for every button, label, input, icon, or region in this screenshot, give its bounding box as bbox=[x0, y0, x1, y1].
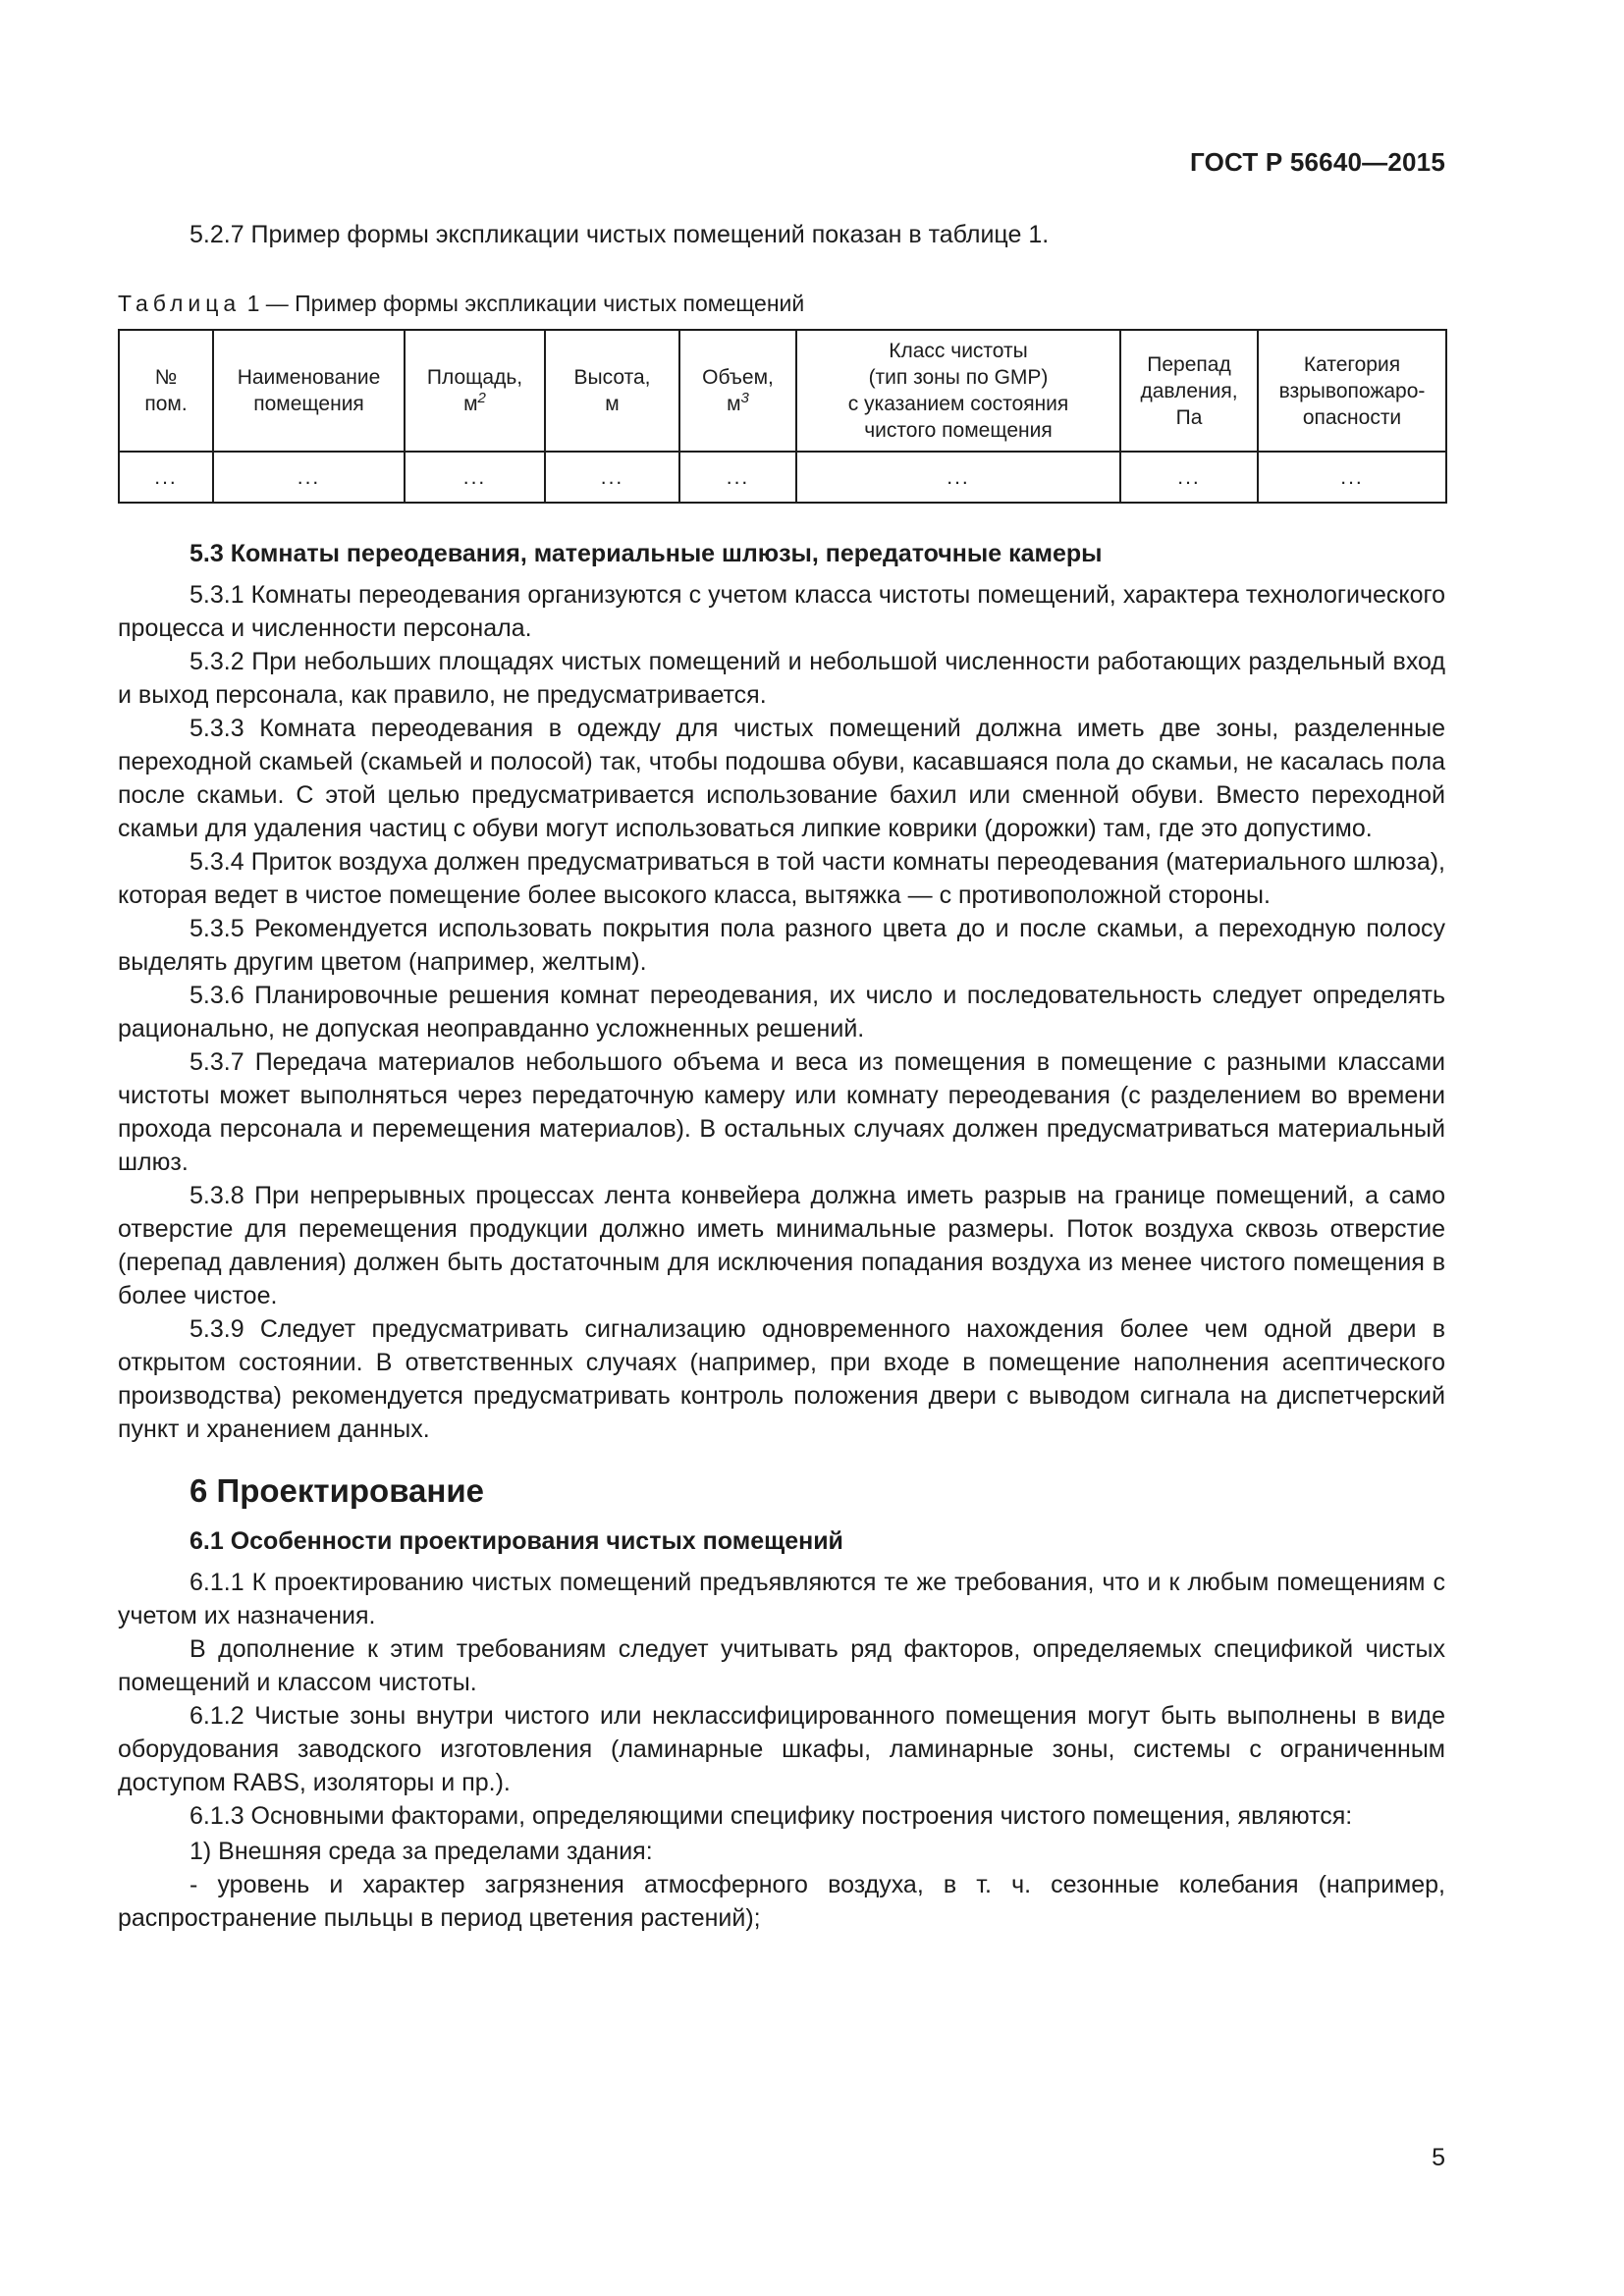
list-item-air-pollution: - уровень и характер загрязнения атмосферного воздуха, в т. ч. сезонные колебания (например, распространение пыльцы в период цветения растений); bbox=[118, 1871, 1445, 1932]
document-body bbox=[118, 218, 1445, 1935]
paragraph-6-1-1: 6.1.1 К проектированию чистых помещений предъявляются те же требования, что и к любым помещениям с учетом их назначения. bbox=[118, 1569, 1445, 1629]
paragraph-5-3-4: 5.3.4 Приток воздуха должен предусматриваться в той части комнаты переодевания (материального шлюза), которая ведет в чистое помещение более высокого класса, вытяжка — с противоположной стороны. bbox=[118, 848, 1445, 909]
table-cell: ... bbox=[1258, 452, 1446, 503]
paragraph-5-3-1: 5.3.1 Комнаты переодевания организуются с учетом класса чистоты помещений, характера технологического процесса и численности персонала. bbox=[118, 581, 1445, 642]
section-6-heading: 6 Проектирование bbox=[189, 1472, 484, 1509]
table-cell: ... bbox=[679, 452, 796, 503]
paragraph-6-1-1-addition: В дополнение к этим требованиям следует учитывать ряд факторов, определяемых спецификой чистых помещений и классом чистоты. bbox=[118, 1635, 1445, 1696]
table-header-cell: Категория взрывопожаро- опасности bbox=[1258, 330, 1446, 452]
table-header-cell: № пом. bbox=[119, 330, 213, 452]
paragraph-6-1-2: 6.1.2 Чистые зоны внутри чистого или неклассифицированного помещения могут быть выполнены в виде оборудования заводского изготовления (ламинарные шкафы, ламинарные зоны, системы с ограниченным доступом RABS, изоляторы и пр.). bbox=[118, 1702, 1445, 1796]
table-header-cell: Объем, $м^3$ bbox=[679, 330, 796, 452]
table-row bbox=[119, 452, 1446, 503]
table-header-cell: Перепад давления, Па bbox=[1120, 330, 1258, 452]
table-cell: ... bbox=[405, 452, 545, 503]
paragraph-5-3-7: 5.3.7 Передача материалов небольшого объема и веса из помещения в помещение с разными классами чистоты может выполняться через передаточную камеру или комнату переодевания (с разделением во времени прохода персонала и перемещения материалов). В остальных случаях должен предусматриваться материальный шлюз. bbox=[118, 1048, 1445, 1176]
section-53-heading: 5.3 Комнаты переодевания, материальные шлюзы, передаточные камеры bbox=[189, 540, 1103, 567]
table-cell: ... bbox=[213, 452, 405, 503]
document-header: ГОСТ Р 56640—2015 bbox=[1190, 147, 1445, 177]
explication-table bbox=[118, 329, 1447, 504]
table-header-row bbox=[119, 330, 1446, 452]
paragraph-5-3-2: 5.3.2 При небольших площадях чистых помещений и небольшой численности работающих раздельный вход и выход персонала, как правило, не предусматривается. bbox=[118, 648, 1445, 709]
table-header-cell: Наименование помещения bbox=[213, 330, 405, 452]
paragraph-5-3-9: 5.3.9 Следует предусматривать сигнализацию одновременного нахождения более чем одной двери в открытом состоянии. В ответственных случаях (например, при входе в помещение наполнения асептического производства) рекомендуется предусматривать контроль положения двери с выводом сигнала на диспетчерский пункт и хранением данных. bbox=[118, 1315, 1445, 1443]
table-header-cell: Площадь, $м^2$ bbox=[405, 330, 545, 452]
paragraph-6-1-3: 6.1.3 Основными факторами, определяющими специфику построения чистого помещения, являются: bbox=[189, 1802, 1353, 1830]
page-number: 5 bbox=[1432, 2144, 1445, 2171]
table-cell: ... bbox=[119, 452, 213, 503]
list-item-external-environment: 1) Внешняя среда за пределами здания: bbox=[189, 1838, 653, 1865]
paragraph-5-3-3: 5.3.3 Комната переодевания в одежду для чистых помещений должна иметь две зоны, разделенные переходной скамьей (скамьей и полосой) так, чтобы подошва обуви, касавшаяся пола до скамьи, не касалась пола после скамьи. С этой целью предусматривается использование бахил или сменной обуви. Вместо переходной скамьи для удаления частиц с обуви могут использоваться липкие коврики (дорожки) там, где это допустимо. bbox=[118, 715, 1445, 842]
table-caption-text: 1 — Пример формы экспликации чистых помещений bbox=[241, 291, 805, 316]
table-cell: ... bbox=[796, 452, 1120, 503]
table-header-cell: Высота, м bbox=[545, 330, 679, 452]
section-61-heading: 6.1 Особенности проектирования чистых помещений bbox=[189, 1527, 843, 1555]
table-header-cell: Класс чистоты (тип зоны по GMP) с указанием состояния чистого помещения bbox=[796, 330, 1120, 452]
table-cell: ... bbox=[1120, 452, 1258, 503]
table-cell: ... bbox=[545, 452, 679, 503]
intro-paragraph: 5.2.7 Пример формы экспликации чистых помещений показан в таблице 1. bbox=[189, 221, 1050, 248]
table-caption-label: Таблица bbox=[118, 291, 242, 316]
paragraph-5-3-6: 5.3.6 Планировочные решения комнат переодевания, их число и последовательность следует определять рационально, не допуская неоправданно усложненных решений. bbox=[118, 982, 1445, 1042]
paragraph-5-3-5: 5.3.5 Рекомендуется использовать покрытия пола разного цвета до и после скамьи, а переходную полосу выделять другим цветом (например, желтым). bbox=[118, 915, 1445, 976]
paragraph-5-3-8: 5.3.8 При непрерывных процессах лента конвейера должна иметь разрыв на границе помещений, а само отверстие для перемещения продукции должно иметь минимальные размеры. Поток воздуха сквозь отверстие (перепад давления) должен быть достаточным для исключения попадания воздуха из менее чистого помещения в более чистое. bbox=[118, 1182, 1445, 1309]
table-caption bbox=[118, 289, 1445, 318]
